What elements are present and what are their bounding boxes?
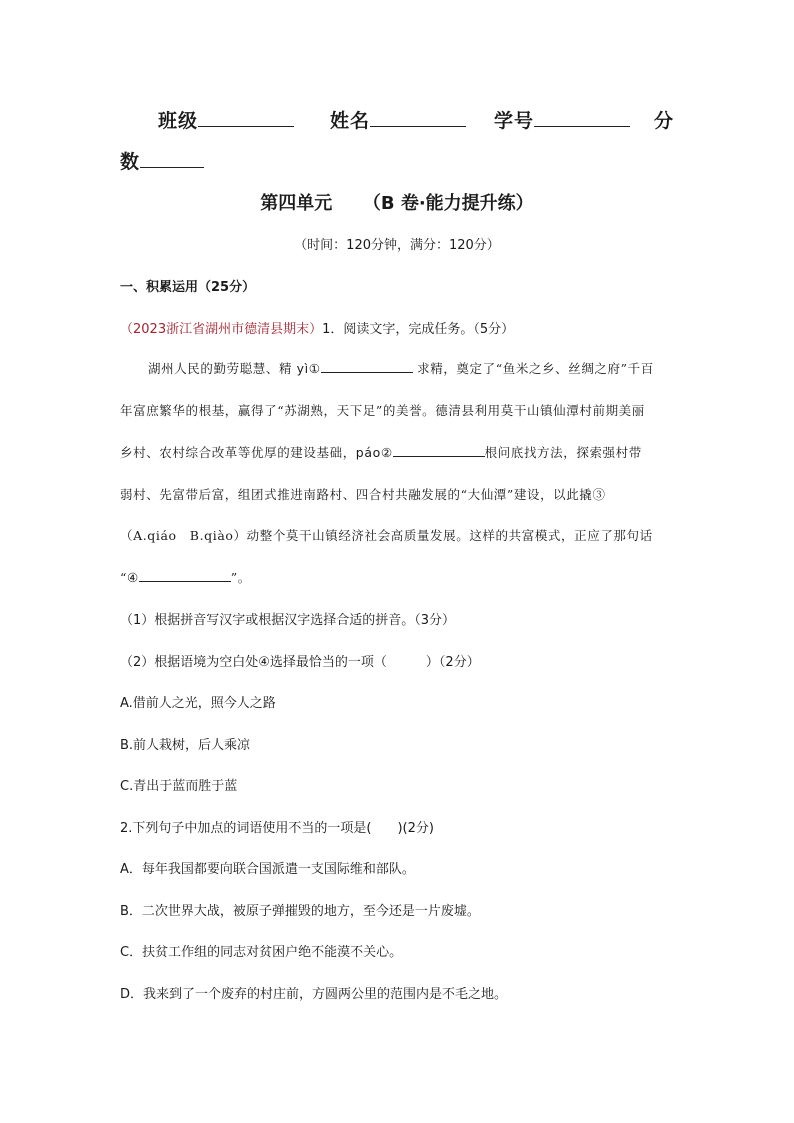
unit-title: 第四单元	[260, 193, 333, 214]
q2-option-b: B．二次世界大战，被原子弹摧毁的地方，至今还是一片废墟。	[120, 904, 480, 919]
q2-option-c: C．扶贫工作组的同志对贫困户绝不能漠不关心。	[120, 945, 403, 960]
question-2-stem: 2.下列句子中加点的词语使用不当的一项是( )(2分)	[120, 821, 434, 836]
option-c: C.青出于蓝而胜于蓝	[120, 779, 238, 794]
passage-line-4: 弱村、先富带后富，组团式推进南路村、四合村共融发展的“大仙潭”建设，以此撬③	[120, 487, 606, 502]
exam-info: （时间：120分钟，满分：120分）	[294, 238, 500, 253]
passage-line-3: 乡村、农村综合改革等优厚的建设基础，páo② 根问底找方法，探索强村带	[120, 445, 642, 460]
score-label-first: 分	[654, 110, 675, 132]
q2-option-a: A．每年我国都要向联合国派遣一支国际维和部队。	[120, 862, 415, 877]
id-field	[494, 106, 630, 133]
question-source: （2023浙江省湖州市德清县期末）	[120, 322, 323, 337]
passage-line-5: （A.qiáo B.qiào）动整个莫干山镇经济社会高质量发展。这样的共富模式，正应了那句话	[120, 528, 653, 543]
page-title	[0, 189, 794, 215]
class-label: 班级	[158, 110, 199, 132]
question-1-stem: 1．阅读文字，完成任务。（5分）	[322, 322, 515, 337]
q2-option-d: D．我来到了一个废弃的村庄前，方圆两公里的范围内是不毛之地。	[120, 987, 508, 1002]
id-label: 学号	[494, 110, 535, 132]
class-blank[interactable]	[198, 108, 294, 127]
score-label-second: 数	[120, 151, 141, 173]
name-field	[330, 106, 466, 133]
sub-question-1: （1）根据拼音写汉字或根据汉字选择合适的拼音。（3分）	[120, 613, 456, 628]
name-label: 姓名	[330, 110, 371, 132]
volume-title: （B 卷·能力提升练）	[362, 193, 534, 214]
class-field	[158, 106, 294, 133]
passage-line-2: 年富庶繁华的根基，赢得了“苏湖熟，天下足”的美誉。德清县利用莫干山镇仙潭村前期美丽	[120, 403, 645, 418]
answer-blank-4[interactable]	[139, 568, 231, 582]
option-b: B.前人栽树，后人乘凉	[120, 738, 251, 753]
id-blank[interactable]	[534, 108, 630, 127]
name-blank[interactable]	[370, 108, 466, 127]
sub-question-2: （2）根据语境为空白处④选择最恰当的一项（ ）（2分）	[120, 655, 480, 670]
passage-line-6: “④ ”。	[120, 570, 251, 585]
section-heading: 一、积累运用（25分）	[120, 280, 256, 295]
option-a: A.借前人之光，照今人之路	[120, 696, 276, 711]
answer-blank-1[interactable]	[321, 359, 413, 373]
score-blank[interactable]	[140, 149, 204, 168]
score-field	[120, 147, 204, 174]
passage-line-1: 湖州人民的勤劳聪慧、精 yì① 求精，奠定了“鱼米之乡、丝绸之府”千百	[148, 361, 654, 376]
answer-blank-2[interactable]	[393, 443, 485, 457]
question-1-header	[120, 318, 514, 337]
